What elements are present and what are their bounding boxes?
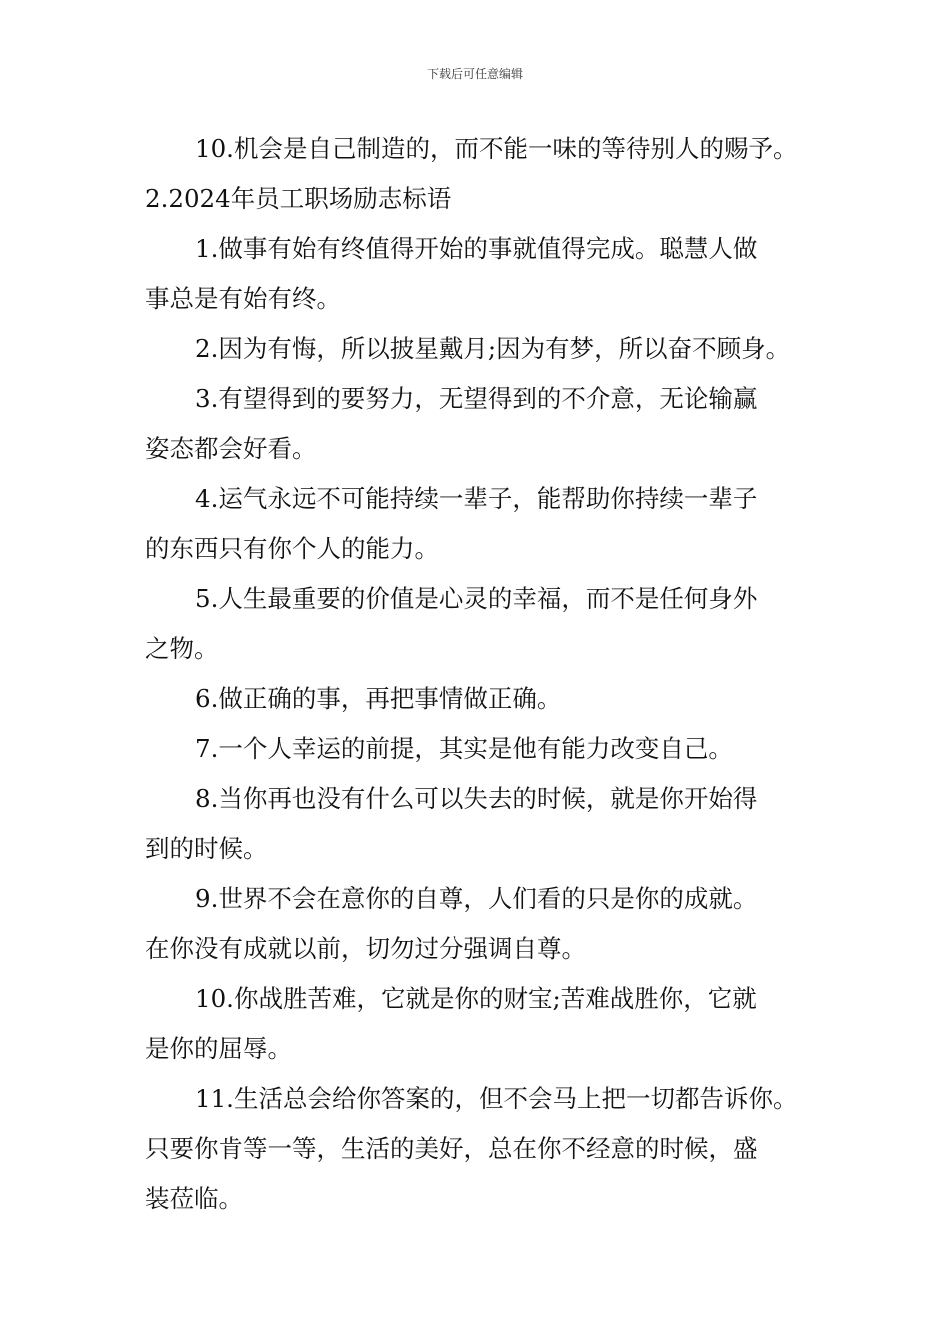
paragraph-line: 是你的屈辱。 [145, 1034, 292, 1063]
paragraph-line: 6.做正确的事，再把事情做正确。 [195, 684, 562, 713]
paragraph-line: 装莅临。 [145, 1184, 243, 1213]
paragraph-line: 5.人生最重要的价值是心灵的幸福，而不是任何身外 [195, 584, 758, 613]
paragraph-line: 在你没有成就以前，切勿过分强调自尊。 [145, 934, 586, 963]
paragraph-line: 姿态都会好看。 [145, 434, 317, 463]
paragraph-line: 10.你战胜苦难，它就是你的财宝;苦难战胜你，它就 [195, 984, 757, 1013]
paragraph-line: 只要你肯等一等，生活的美好，总在你不经意的时候，盛 [145, 1134, 758, 1163]
paragraph-line: 2.因为有悔，所以披星戴月;因为有梦，所以奋不顾身。 [195, 334, 791, 363]
document-body [145, 124, 811, 1224]
paragraph-line: 10.机会是自己制造的，而不能一味的等待别人的赐予。 [195, 134, 798, 163]
paragraph-line: 到的时候。 [145, 834, 268, 863]
paragraph-line: 3.有望得到的要努力，无望得到的不介意，无论输赢 [195, 384, 758, 413]
paragraph-line: 的东西只有你个人的能力。 [145, 534, 439, 563]
paragraph-line: 9.世界不会在意你的自尊，人们看的只是你的成就。 [195, 884, 758, 913]
paragraph-line: 7.一个人幸运的前提，其实是他有能力改变自己。 [195, 734, 733, 763]
paragraph-line: 1.做事有始有终值得开始的事就值得完成。聪慧人做 [195, 234, 758, 263]
paragraph-line: 4.运气永远不可能持续一辈子，能帮助你持续一辈子 [195, 484, 758, 513]
paragraph-line: 8.当你再也没有什么可以失去的时候，就是你开始得 [195, 784, 758, 813]
paragraph-line: 之物。 [145, 634, 219, 663]
paragraph-line: 事总是有始有终。 [145, 284, 341, 313]
section-heading: 2.2024年员工职场励志标语 [145, 184, 452, 213]
page-header: 下载后可任意编辑 [426, 67, 523, 81]
paragraph-line: 11.生活总会给你答案的，但不会马上把一切都告诉你。 [195, 1084, 798, 1113]
